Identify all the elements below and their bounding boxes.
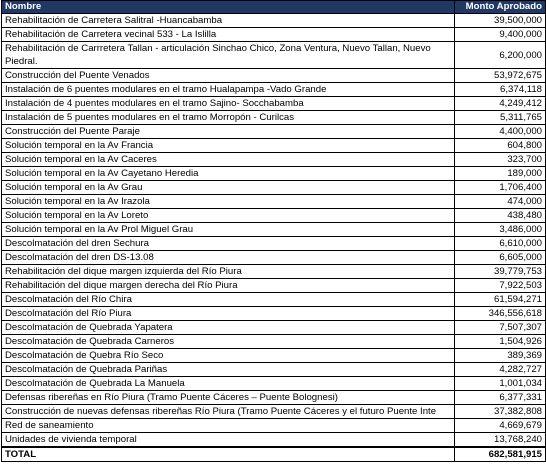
table-row xyxy=(2,307,546,321)
table-row xyxy=(2,419,546,433)
row-amount-cell[interactable]: 1,706,400 xyxy=(455,181,546,195)
table-row xyxy=(2,391,546,405)
row-name-cell[interactable]: Descolmatación del Río Chira xyxy=(2,293,455,307)
row-amount-cell[interactable]: 6,610,000 xyxy=(455,237,546,251)
row-name-cell[interactable]: Rehabilitación del dique margen izquierda del Río Piura xyxy=(2,265,455,279)
row-amount-cell[interactable]: 7,922,503 xyxy=(455,279,546,293)
row-name-cell[interactable]: Rehabilitación de Carrretera Tallan - articulación Sinchao Chico, Zona Ventura, Nuevo Tallan, Nuevo Piedral. xyxy=(2,42,455,69)
row-amount-cell[interactable]: 189,000 xyxy=(455,167,546,181)
row-name-cell[interactable]: Rehabilitación de Carretera Salitral -Huancabamba xyxy=(2,14,455,28)
row-name-cell[interactable]: Descolmatación de Quebra Río Seco xyxy=(2,349,455,363)
row-name-cell[interactable]: Descolmatación de Quebrada Yapatera xyxy=(2,321,455,335)
table-row xyxy=(2,335,546,349)
row-amount-cell[interactable]: 4,400,000 xyxy=(455,125,546,139)
row-name-cell[interactable]: Instalación de 5 puentes modulares en el tramo Morropón - Curilcas xyxy=(2,111,455,125)
total-label[interactable]: TOTAL xyxy=(2,447,455,462)
row-amount-cell[interactable]: 37,382,808 xyxy=(455,405,546,419)
table-row xyxy=(2,223,546,237)
row-name-cell[interactable]: Solución temporal en la Av Loreto xyxy=(2,209,455,223)
table-row xyxy=(2,265,546,279)
row-name-cell[interactable]: Instalación de 4 puentes modulares en el tramo Sajino- Socchabamba xyxy=(2,97,455,111)
table-row xyxy=(2,181,546,195)
table-row xyxy=(2,405,546,419)
row-amount-cell[interactable]: 1,504,926 xyxy=(455,335,546,349)
table-row xyxy=(2,293,546,307)
table-row xyxy=(2,279,546,293)
row-amount-cell[interactable]: 389,369 xyxy=(455,349,546,363)
table-row xyxy=(2,111,546,125)
row-name-cell[interactable]: Rehabilitación de Carretera vecinal 533 - La Islilla xyxy=(2,28,455,42)
row-amount-cell[interactable]: 6,200,000 xyxy=(455,42,546,69)
row-amount-cell[interactable]: 13,768,240 xyxy=(455,433,546,448)
table-row xyxy=(2,97,546,111)
row-name-cell[interactable]: Solución temporal en la Av Francia xyxy=(2,139,455,153)
table-row xyxy=(2,237,546,251)
row-amount-cell[interactable]: 4,249,412 xyxy=(455,97,546,111)
row-name-cell[interactable]: Construcción del Puente Venados xyxy=(2,69,455,83)
total-row xyxy=(2,447,546,462)
row-amount-cell[interactable]: 346,556,618 xyxy=(455,307,546,321)
row-amount-cell[interactable]: 323,700 xyxy=(455,153,546,167)
row-name-cell[interactable]: Descolmatación del dren DS-13.08 xyxy=(2,251,455,265)
row-amount-cell[interactable]: 39,779,753 xyxy=(455,265,546,279)
table-row xyxy=(2,433,546,448)
row-name-cell[interactable]: Solución temporal en la Av Caceres xyxy=(2,153,455,167)
row-name-cell[interactable]: Instalación de 6 puentes modulares en el tramo Hualapampa -Vado Grande xyxy=(2,83,455,97)
table-row xyxy=(2,167,546,181)
table-row xyxy=(2,83,546,97)
total-amount[interactable]: 682,581,915 xyxy=(455,447,546,462)
row-name-cell[interactable]: Descolmatación de Quebrada Carneros xyxy=(2,335,455,349)
row-amount-cell[interactable]: 9,400,000 xyxy=(455,28,546,42)
header-amount[interactable]: Monto Aprobado xyxy=(455,1,546,14)
table-row xyxy=(2,139,546,153)
budget-table xyxy=(1,0,546,462)
row-amount-cell[interactable]: 7,507,307 xyxy=(455,321,546,335)
row-amount-cell[interactable]: 6,377,331 xyxy=(455,391,546,405)
table-row xyxy=(2,209,546,223)
table-row xyxy=(2,69,546,83)
row-name-cell[interactable]: Construcción de nuevas defensas ribereñas Río Piura (Tramo Puente Cáceres y el futuro Puente Inte xyxy=(2,405,455,419)
row-name-cell[interactable]: Red de saneamiento xyxy=(2,419,455,433)
row-amount-cell[interactable]: 6,605,000 xyxy=(455,251,546,265)
row-amount-cell[interactable]: 6,374,118 xyxy=(455,83,546,97)
row-amount-cell[interactable]: 604,800 xyxy=(455,139,546,153)
row-name-cell[interactable]: Descolmatación del Río Piura xyxy=(2,307,455,321)
row-name-cell[interactable]: Solución temporal en la Av Cayetano Heredia xyxy=(2,167,455,181)
table-row xyxy=(2,153,546,167)
table-row xyxy=(2,251,546,265)
table-row xyxy=(2,195,546,209)
row-name-cell[interactable]: Solución temporal en la Av Irazola xyxy=(2,195,455,209)
row-name-cell[interactable]: Descolmatación del dren Sechura xyxy=(2,237,455,251)
table-row xyxy=(2,363,546,377)
row-amount-cell[interactable]: 61,594,271 xyxy=(455,293,546,307)
table-row xyxy=(2,349,546,363)
row-name-cell[interactable]: Unidades de vivienda temporal xyxy=(2,433,455,448)
row-amount-cell[interactable]: 1,001,034 xyxy=(455,377,546,391)
row-amount-cell[interactable]: 39,500,000 xyxy=(455,14,546,28)
header-row xyxy=(2,1,546,14)
row-name-cell[interactable]: Defensas ribereñas en Río Piura (Tramo Puente Cáceres – Puente Bolognesi) xyxy=(2,391,455,405)
row-name-cell[interactable]: Descolmatación de Quebrada Pariñas xyxy=(2,363,455,377)
row-name-cell[interactable]: Solución temporal en la Av Prol Miguel Grau xyxy=(2,223,455,237)
row-amount-cell[interactable]: 438,480 xyxy=(455,209,546,223)
row-name-cell[interactable]: Rehabilitación del dique margen derecha del Río Piura xyxy=(2,279,455,293)
table-row xyxy=(2,28,546,42)
row-name-cell[interactable]: Descolmatación de Quebrada La Manuela xyxy=(2,377,455,391)
row-amount-cell[interactable]: 5,311,765 xyxy=(455,111,546,125)
row-amount-cell[interactable]: 4,282,727 xyxy=(455,363,546,377)
header-name[interactable]: Nombre xyxy=(2,1,455,14)
row-name-cell[interactable]: Construcción del Puente Paraje xyxy=(2,125,455,139)
row-name-cell[interactable]: Solución temporal en la Av Grau xyxy=(2,181,455,195)
row-amount-cell[interactable]: 4,669,679 xyxy=(455,419,546,433)
row-amount-cell[interactable]: 53,972,675 xyxy=(455,69,546,83)
row-amount-cell[interactable]: 474,000 xyxy=(455,195,546,209)
table-row xyxy=(2,14,546,28)
row-amount-cell[interactable]: 3,486,000 xyxy=(455,223,546,237)
table-row xyxy=(2,321,546,335)
table-row xyxy=(2,42,546,69)
table-row xyxy=(2,125,546,139)
table-row xyxy=(2,377,546,391)
